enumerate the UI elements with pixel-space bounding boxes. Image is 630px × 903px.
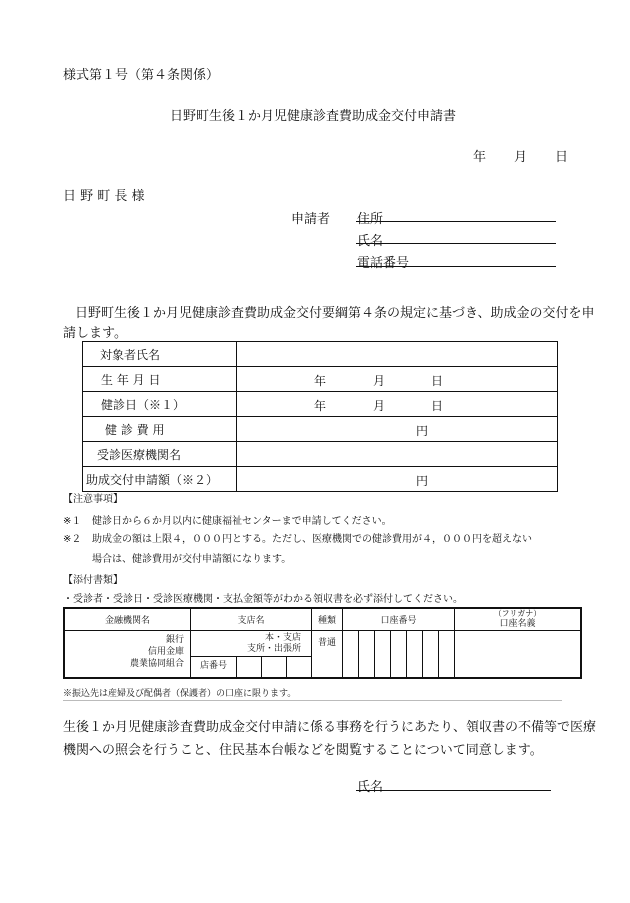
phone-field[interactable] <box>356 266 556 267</box>
applicant-label: 申請者 <box>291 212 331 227</box>
attachments-text: ・受診者・受診日・受診医療機関・支払金額等がわかる領収書を必ず添付してください。 <box>63 594 463 605</box>
branch-field[interactable] <box>191 630 312 678</box>
table-row <box>83 367 558 392</box>
bank-type-nokyo: 農業協同組合 <box>129 658 184 669</box>
account-number-field[interactable] <box>343 630 455 678</box>
table-row <box>83 442 558 467</box>
bank-account-table <box>63 607 582 679</box>
account-holder-field[interactable] <box>455 630 582 678</box>
account-digit-7[interactable] <box>439 631 454 678</box>
branch-type-sub: 支所・出張所 <box>246 643 301 654</box>
furigana-label: （フリガナ） <box>493 609 542 619</box>
birthdate-month-unit: 月 <box>373 374 386 388</box>
notes-header: 【注意事項】 <box>63 494 123 505</box>
checkup-cost-unit: 円 <box>416 424 429 438</box>
requested-amount-unit: 円 <box>416 474 429 488</box>
table-row <box>83 417 558 442</box>
checkup-year-unit: 年 <box>314 399 327 413</box>
bank-name-field[interactable] <box>64 630 191 678</box>
store-digit-1[interactable] <box>237 657 262 677</box>
subject-name-label: 対象者氏名 <box>100 347 161 362</box>
signature-label: 氏名 <box>357 780 384 795</box>
bank-type-shinkin: 信用金庫 <box>147 646 184 657</box>
birthdate-day-unit: 日 <box>431 374 444 388</box>
store-digit-2[interactable] <box>262 657 287 677</box>
account-holder-label: 口座名義 <box>499 619 536 630</box>
checkup-date-label: 健診日（※１） <box>101 397 186 412</box>
name-label: 氏名 <box>357 234 384 249</box>
medical-institution-field[interactable] <box>237 442 558 467</box>
consent-line-2: 機関への照会を行うこと、住民基本台帳などを閲覧することについて同意します。 <box>63 743 543 758</box>
account-digit-3[interactable] <box>375 631 391 678</box>
form-number: 様式第１号（第４条関係） <box>63 68 220 83</box>
account-number-header: 口座番号 <box>343 608 455 630</box>
attachments-header: 【添付書類】 <box>63 575 123 586</box>
checkup-day-unit: 日 <box>431 399 444 413</box>
intro-line-2: 請します。 <box>63 326 127 341</box>
table-row <box>83 467 558 492</box>
table-row <box>83 392 558 417</box>
checkup-date-field[interactable] <box>237 392 558 417</box>
account-type-field[interactable]: 普通 <box>312 630 343 678</box>
birthdate-label: 生 年 月 日 <box>101 372 161 387</box>
bank-type-bank: 銀行 <box>165 634 184 645</box>
date-month-label: 月 <box>514 150 528 165</box>
requested-amount-label: 助成交付申請額（※２） <box>86 472 219 487</box>
intro-line-1: 日野町生後１か月児健康診査費助成金交付要綱第４条の規定に基づき、助成金の交付を申 <box>75 306 595 321</box>
bank-footnote: ※振込先は産婦及び配偶者（保護者）の口座に限ります。 <box>63 689 297 699</box>
medical-institution-label: 受診医療機関名 <box>97 447 182 462</box>
account-digit-2[interactable] <box>359 631 375 678</box>
birthdate-field[interactable] <box>237 367 558 392</box>
application-table <box>82 341 558 492</box>
type-header: 種類 <box>312 608 343 630</box>
addressee: 日 野 町 長 様 <box>63 189 145 204</box>
address-label: 住所 <box>357 212 384 227</box>
birthdate-year-unit: 年 <box>314 374 327 388</box>
subject-name-field[interactable] <box>237 342 558 367</box>
note2-text-line1: 助成金の額は上限４，０００円とする。ただし、医療機関での健診費用が４，０００円を超えない <box>92 534 532 545</box>
signature-field[interactable] <box>356 790 551 791</box>
note1-mark: ※１ <box>63 516 82 527</box>
account-digit-4[interactable] <box>391 631 407 678</box>
bank-name-header: 金融機関名 <box>64 608 191 630</box>
account-holder-header <box>455 608 582 630</box>
address-field[interactable] <box>356 221 556 222</box>
store-digit-3[interactable] <box>287 657 311 677</box>
note1-text: 健診日から６か月以内に健康福祉センターまで申請してください。 <box>92 516 392 527</box>
requested-amount-field[interactable] <box>237 467 558 492</box>
form-title: 日野町生後１か月児健康診査費助成金交付申請書 <box>170 109 457 124</box>
branch-header: 支店名 <box>191 608 312 630</box>
date-year-label: 年 <box>473 150 487 165</box>
note2-mark: ※２ <box>63 534 82 545</box>
section-divider <box>63 700 562 701</box>
note2-text-line2: 場合は、健診費用が交付申請額になります。 <box>92 554 292 565</box>
checkup-cost-field[interactable] <box>237 417 558 442</box>
phone-label: 電話番号 <box>357 256 410 271</box>
checkup-month-unit: 月 <box>373 399 386 413</box>
name-field[interactable] <box>356 243 556 244</box>
account-digit-5[interactable] <box>407 631 423 678</box>
consent-line-1: 生後１か月児健康診査費助成金交付申請に係る事務を行うにあたり、領収書の不備等で医療 <box>63 720 597 735</box>
account-digit-6[interactable] <box>423 631 439 678</box>
date-day-label: 日 <box>555 150 569 165</box>
store-number-label: 店番号 <box>191 657 237 677</box>
checkup-cost-label: 健 診 費 用 <box>105 422 165 437</box>
table-row <box>64 630 581 678</box>
branch-type-main: 本・支店 <box>264 632 301 643</box>
table-row <box>64 608 581 630</box>
table-row <box>83 342 558 367</box>
account-digit-1[interactable] <box>343 631 359 678</box>
